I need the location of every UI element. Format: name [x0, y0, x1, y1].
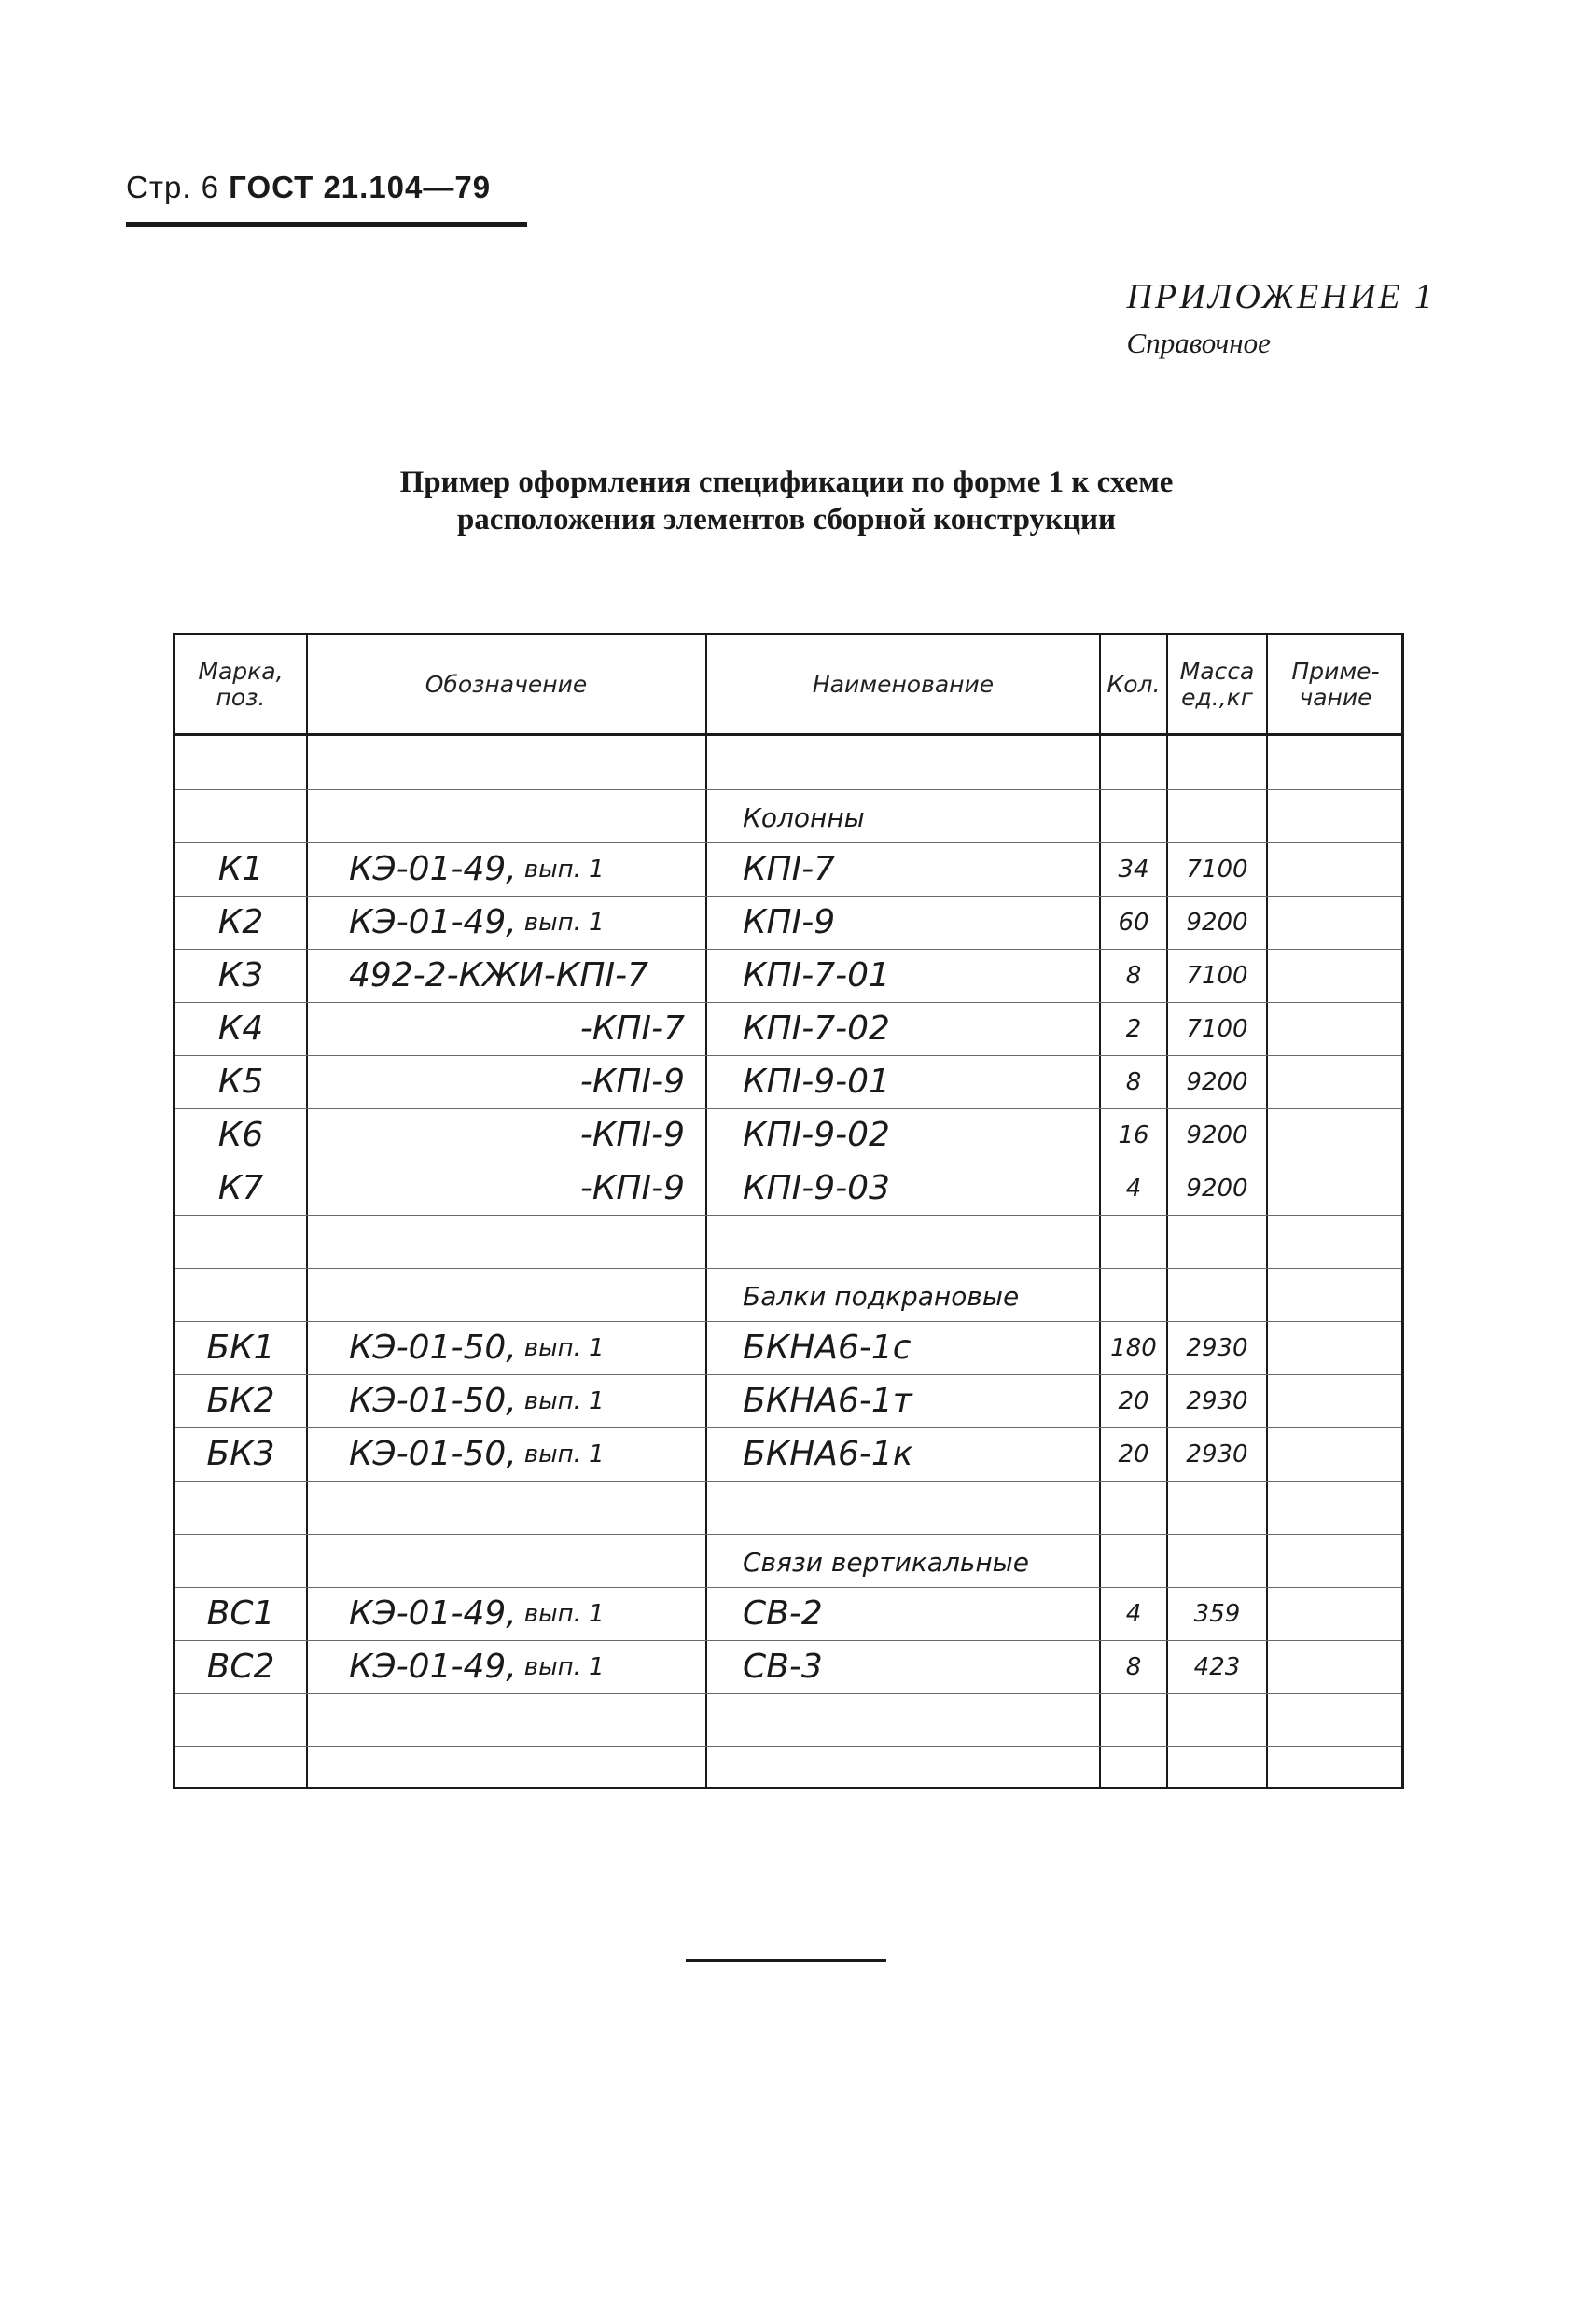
cell-name: БКНА6-1с [743, 1329, 912, 1367]
header-note: Приме- чание [1291, 657, 1380, 711]
appendix-number: ПРИЛОЖЕНИЕ 1 [1126, 277, 1435, 316]
cell-mass: 359 [1193, 1599, 1241, 1628]
cell-code [307, 1746, 705, 1800]
cell-mark: К3 [217, 956, 264, 995]
cell-qty: 2 [1125, 1014, 1142, 1043]
cell-code [307, 1481, 705, 1534]
appendix-kind: Справочное [1126, 327, 1271, 359]
cell-code [307, 1321, 705, 1374]
cell-mass: 2930 [1186, 1440, 1248, 1468]
cell-note [1268, 896, 1403, 949]
cell-qty: 8 [1125, 1652, 1142, 1681]
cell-mass: 9200 [1186, 908, 1248, 937]
cell-code-text: -КПI-9 [579, 1063, 685, 1101]
cell-mark: БК1 [206, 1329, 275, 1367]
cell-name: КПI-7 [743, 850, 836, 888]
table-row [175, 1374, 1401, 1427]
cell-issue-text: вып. 1 [523, 1652, 605, 1681]
table-row [175, 789, 1401, 842]
cell-note [1268, 1162, 1403, 1215]
cell-mass [1168, 1268, 1266, 1321]
table-row [175, 842, 1401, 896]
cell-code-text: КЭ-01-50, [349, 1435, 517, 1473]
cell-name: БКНА6-1к [743, 1435, 913, 1473]
cell-code [307, 736, 705, 789]
table-row [175, 1427, 1401, 1481]
cell-qty: 4 [1125, 1599, 1142, 1628]
document-title [0, 464, 1573, 538]
table-row [175, 1746, 1401, 1800]
cell-code-text: 492-2-КЖИ-КПI-7 [349, 956, 648, 995]
cell-issue-text: вып. 1 [523, 1599, 605, 1628]
cell-note [1268, 1055, 1403, 1108]
cell-code-text: КЭ-01-50, [349, 1329, 517, 1367]
cell-name [707, 1215, 1099, 1268]
cell-note [1268, 842, 1403, 896]
cell-name: СВ-3 [743, 1648, 823, 1686]
table-row [175, 736, 1401, 789]
cell-qty: 180 [1110, 1333, 1157, 1362]
cell-mark: ВС1 [206, 1594, 275, 1633]
cell-issue-text: вып. 1 [523, 1386, 605, 1415]
cell-mass [1168, 736, 1266, 789]
cell-qty [1101, 1481, 1166, 1534]
cell-qty: 4 [1125, 1174, 1142, 1203]
cell-name [707, 1481, 1099, 1534]
cell-code [307, 1002, 705, 1055]
cell-note [1268, 1268, 1403, 1321]
cell-code [307, 842, 705, 896]
cell-name: БКНА6-1т [743, 1382, 912, 1420]
cell-note [1268, 1374, 1403, 1427]
table-row [175, 1640, 1401, 1693]
cell-note [1268, 1002, 1403, 1055]
cell-mass [1168, 1215, 1266, 1268]
cell-code-text: -КПI-9 [579, 1169, 685, 1207]
cell-mass [1168, 1534, 1266, 1587]
cell-note [1268, 1534, 1403, 1587]
header-mass: Масса ед.,кг [1179, 657, 1255, 711]
cell-mark: К6 [217, 1116, 264, 1154]
cell-note [1268, 789, 1403, 842]
cell-code [307, 1055, 705, 1108]
cell-code [307, 1640, 705, 1693]
title-line-2: расположения элементов сборной конструкции [456, 503, 1117, 536]
cell-code-text: КЭ-01-49, [349, 1594, 517, 1633]
cell-mark [175, 1215, 306, 1268]
cell-qty: 20 [1118, 1386, 1149, 1415]
cell-qty: 20 [1118, 1440, 1149, 1468]
cell-mass: 9200 [1186, 1067, 1248, 1096]
cell-name: КПI-9-01 [743, 1063, 890, 1101]
cell-qty [1101, 1268, 1166, 1321]
cell-note [1268, 1215, 1403, 1268]
table-row [175, 1162, 1401, 1215]
header-rule [126, 222, 527, 227]
header-qty: Кол. [1107, 670, 1161, 698]
cell-note [1268, 1108, 1403, 1162]
cell-mark [175, 1693, 306, 1746]
cell-code [307, 896, 705, 949]
cell-mass: 2930 [1186, 1386, 1248, 1415]
cell-name: КПI-9-03 [743, 1169, 890, 1207]
cell-mark [175, 789, 306, 842]
cell-note [1268, 1640, 1403, 1693]
cell-qty [1101, 1693, 1166, 1746]
cell-mark: К4 [217, 1009, 264, 1048]
cell-note [1268, 1427, 1403, 1481]
table-row [175, 949, 1401, 1002]
cell-code-text: -КПI-7 [579, 1009, 685, 1048]
cell-qty: 8 [1125, 1067, 1142, 1096]
appendix-block [1127, 276, 1435, 360]
cell-mass: 9200 [1186, 1174, 1248, 1203]
cell-mark: ВС2 [206, 1648, 275, 1686]
cell-issue-text: вып. 1 [523, 855, 605, 884]
cell-mass [1168, 1746, 1266, 1800]
cell-qty [1101, 1215, 1166, 1268]
cell-mass: 7100 [1186, 855, 1248, 884]
table-row [175, 1108, 1401, 1162]
cell-qty: 60 [1118, 908, 1149, 937]
cell-code-text: КЭ-01-49, [349, 903, 517, 941]
table-row [175, 1215, 1401, 1268]
cell-mark [175, 736, 306, 789]
footer-rule [686, 1959, 886, 1962]
cell-code [307, 1693, 705, 1746]
cell-code [307, 1162, 705, 1215]
table-row [175, 1587, 1401, 1640]
cell-name: СВ-2 [743, 1594, 823, 1633]
cell-code-text: КЭ-01-50, [349, 1382, 517, 1420]
cell-note [1268, 1481, 1403, 1534]
header-code: Обозначение [425, 670, 588, 698]
table-row [175, 1055, 1401, 1108]
cell-name: КПI-9 [743, 903, 836, 941]
page-header [126, 170, 491, 205]
cell-qty [1101, 1746, 1166, 1800]
cell-mass [1168, 1481, 1266, 1534]
section-heading: Балки подкрановые [743, 1281, 1020, 1312]
cell-code [307, 1268, 705, 1321]
cell-mark [175, 1746, 306, 1800]
cell-note [1268, 1587, 1403, 1640]
cell-note [1268, 1746, 1403, 1800]
cell-mark: БК2 [206, 1382, 275, 1420]
cell-code [307, 949, 705, 1002]
cell-code [307, 1215, 705, 1268]
standard-code: ГОСТ 21.104—79 [229, 170, 492, 204]
table-row [175, 1321, 1401, 1374]
cell-mark [175, 1268, 306, 1321]
cell-code [307, 1587, 705, 1640]
cell-mass: 7100 [1186, 961, 1248, 990]
table-row [175, 1268, 1401, 1321]
cell-qty: 8 [1125, 961, 1142, 990]
cell-note [1268, 1693, 1403, 1746]
cell-name [707, 736, 1099, 789]
cell-mass [1168, 789, 1266, 842]
cell-issue-text: вып. 1 [523, 1440, 605, 1468]
cell-code-text: -КПI-9 [579, 1116, 685, 1154]
cell-name: КПI-7-01 [743, 956, 890, 995]
cell-issue-text: вып. 1 [523, 1333, 605, 1362]
cell-name [707, 1746, 1099, 1800]
cell-code [307, 789, 705, 842]
cell-name [707, 1693, 1099, 1746]
cell-mark [175, 1534, 306, 1587]
cell-name: КПI-7-02 [743, 1009, 890, 1048]
cell-qty: 16 [1118, 1120, 1149, 1149]
cell-mass: 9200 [1186, 1120, 1248, 1149]
table-row [175, 1481, 1401, 1534]
table-row [175, 1002, 1401, 1055]
header-name: Наименование [812, 670, 995, 698]
cell-note [1268, 1321, 1403, 1374]
cell-mass: 7100 [1186, 1014, 1248, 1043]
table-row [175, 1534, 1401, 1587]
cell-note [1268, 736, 1403, 789]
cell-mass: 2930 [1186, 1333, 1248, 1362]
header-mark: Марка, поз. [198, 657, 284, 711]
cell-mark: К7 [217, 1169, 264, 1207]
cell-mark: К5 [217, 1063, 264, 1101]
cell-code [307, 1108, 705, 1162]
cell-mark: К2 [217, 903, 264, 941]
cell-name: КПI-9-02 [743, 1116, 890, 1154]
title-line-1: Пример оформления спецификации по форме 1 к схеме [399, 466, 1174, 499]
cell-mark: К1 [217, 850, 264, 888]
cell-code [307, 1374, 705, 1427]
cell-code-text: КЭ-01-49, [349, 850, 517, 888]
cell-qty: 34 [1118, 855, 1149, 884]
specification-table [173, 633, 1404, 1789]
cell-qty [1101, 1534, 1166, 1587]
cell-issue-text: вып. 1 [523, 908, 605, 937]
cell-qty [1101, 789, 1166, 842]
cell-mass [1168, 1693, 1266, 1746]
cell-code [307, 1534, 705, 1587]
section-heading: Связи вертикальные [743, 1547, 1030, 1578]
table-row [175, 1693, 1401, 1746]
cell-mark: БК3 [206, 1435, 275, 1473]
cell-qty [1101, 736, 1166, 789]
page-number: Стр. 6 [126, 170, 219, 204]
cell-code-text: КЭ-01-49, [349, 1648, 517, 1686]
table-row [175, 896, 1401, 949]
cell-mass: 423 [1193, 1652, 1241, 1681]
cell-note [1268, 949, 1403, 1002]
cell-mark [175, 1481, 306, 1534]
section-heading: Колонны [743, 802, 865, 833]
cell-code [307, 1427, 705, 1481]
